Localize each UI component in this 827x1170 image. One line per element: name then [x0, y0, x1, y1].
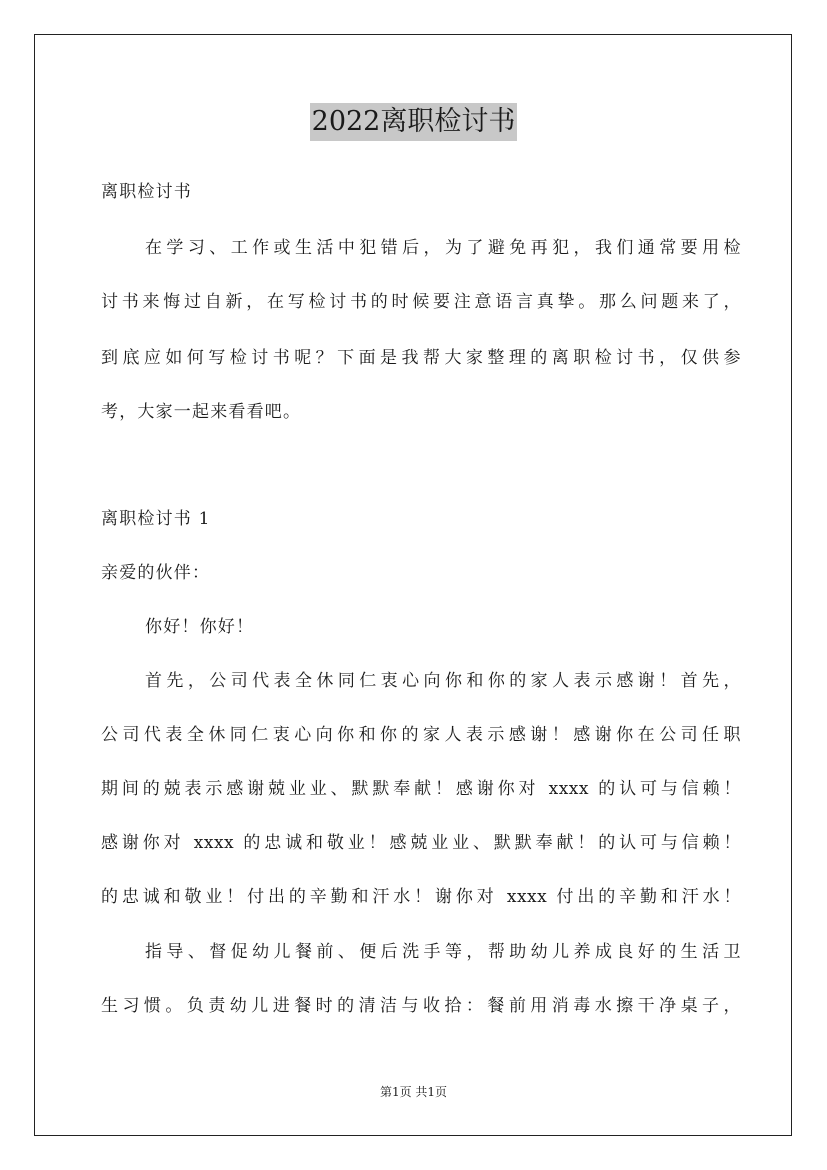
paragraph-line: 考，大家一起来看看吧。: [101, 402, 302, 422]
title-container: [0, 103, 827, 141]
paragraph-line: 讨书来悔过自新，在写检讨书的时候要注意语言真挚。那么问题来了，: [101, 292, 741, 312]
page-footer: [0, 1084, 827, 1100]
paragraph-line: 首先，公司代表全休同仁衷心向你和你的家人表示感谢！首先，: [145, 671, 741, 691]
paragraph-line: 感谢你对 xxxx 的忠诚和敬业！感兢业业、默默奉献！的认可与信赖！: [101, 833, 741, 853]
page-number: 第1页 共1页: [379, 1085, 448, 1099]
paragraph-line: 期间的兢表示感谢兢业业、默默奉献！感谢你对 xxxx 的认可与信赖！: [101, 779, 741, 799]
document-title: 2022离职检讨书: [310, 103, 518, 141]
paragraph-line: 指导、督促幼儿餐前、便后洗手等，帮助幼儿养成良好的生活卫: [145, 942, 741, 962]
section-heading: 离职检讨书: [101, 182, 192, 202]
paragraph-line: 的忠诚和敬业！付出的辛勤和汗水！谢你对 xxxx 付出的辛勤和汗水！: [101, 887, 741, 907]
paragraph-line: 公司代表全休同仁衷心向你和你的家人表示感谢！感谢你在公司任职: [101, 725, 741, 745]
salutation: 亲爱的伙伴：: [101, 563, 211, 583]
paragraph-line: 生习惯。负责幼儿进餐时的清洁与收拾：餐前用消毒水擦干净桌子，: [101, 996, 741, 1016]
paragraph-line: 在学习、工作或生活中犯错后，为了避免再犯，我们通常要用检: [145, 238, 741, 258]
section-heading: 离职检讨书 1: [101, 509, 211, 529]
greeting: 你好！你好！: [145, 617, 255, 637]
paragraph-line: 到底应如何写检讨书呢？下面是我帮大家整理的离职检讨书，仅供参: [101, 348, 741, 368]
